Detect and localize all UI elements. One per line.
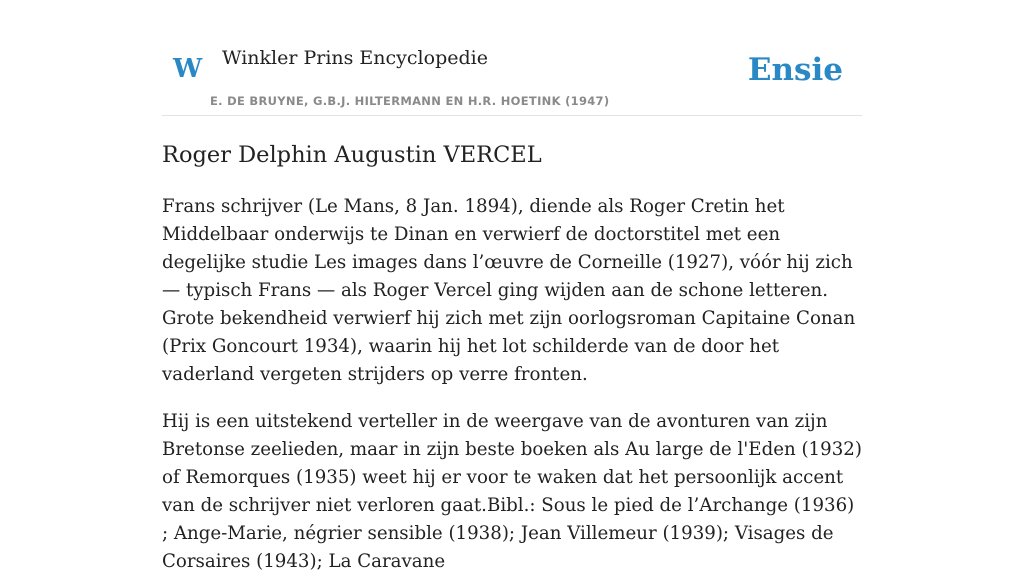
article (162, 139, 862, 576)
article-title: Roger Delphin Augustin VERCEL (162, 142, 542, 168)
article-paragraph: Hij is een uitstekend verteller in de weergave van de avonturen van zijn Bretonse zeelieden, maar in zijn beste boeken als Au large de l'Eden (1932) of Remorques (1935) weet hij er voor te waken dat het persoonlijk accent van de schrijver niet verloren gaat.Bibl.: Sous le pied de l’Archange (1936) ; Ange-Marie, négrier sensible (1938); Jean Villemeur (1939); Visages de Corsaires (1943); La Caravane (162, 411, 862, 572)
article-paragraph: Frans schrijver (Le Mans, 8 Jan. 1894), diende als Roger Cretin het Middelbaar onderwijs te Dinan en verwierf de doctorstitel met een degelijke studie Les images dans l’œuvre de Corneille (1927), vóór hij zich — typisch Frans — als Roger Vercel ging wijden aan de schone letteren. Grote bekendheid verwierf hij zich met zijn oorlogsroman Capitaine Conan (Prix Goncourt 1934), waarin hij het lot schilderde van de door het vaderland vergeten strijders op verre fronten. (162, 196, 856, 385)
logo-icon[interactable]: W (173, 54, 203, 84)
site-header (162, 0, 862, 116)
site-title[interactable]: Winkler Prins Encyclopedie (222, 47, 488, 69)
site-subtitle: E. DE BRUYNE, G.B.J. HILTERMANN EN H.R. HOETINK (1947) (210, 94, 610, 108)
brand-logo[interactable]: Ensie (747, 52, 843, 88)
